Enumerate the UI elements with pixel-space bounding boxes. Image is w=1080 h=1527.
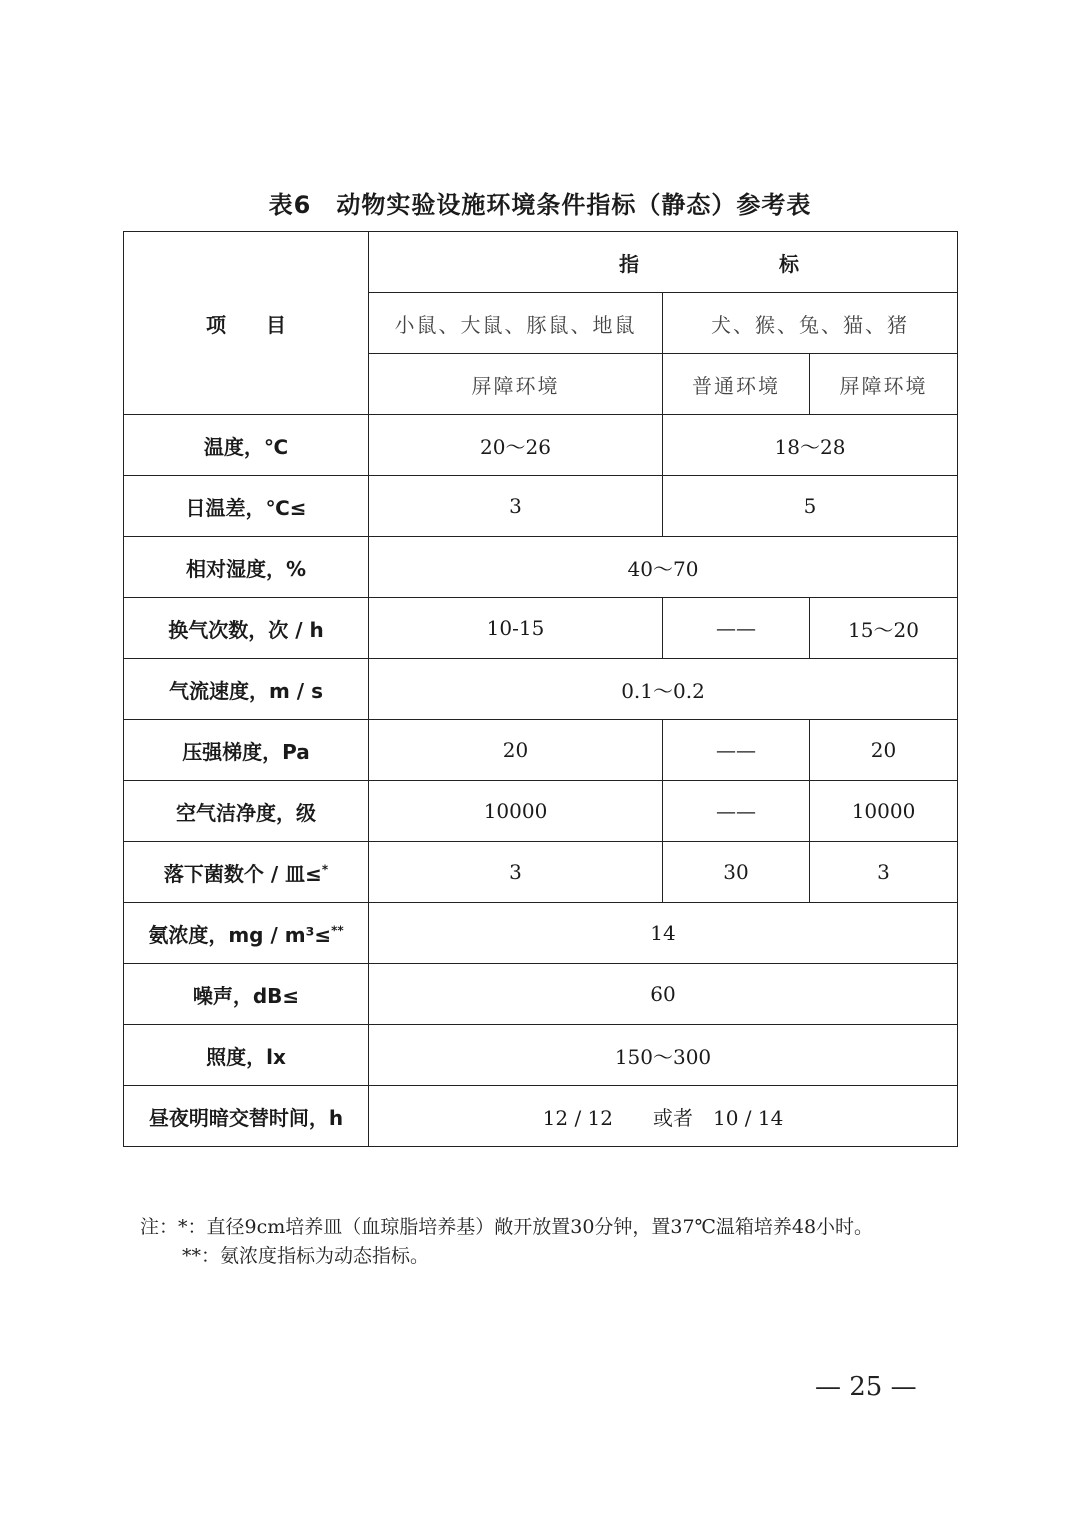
header-item: 项 目 [124,232,369,415]
row-label [124,842,369,903]
header-indicator-left: 指 [619,251,639,276]
row-label [124,476,369,537]
row-label-text: 照度，lx [206,1044,286,1069]
value-all: 0.1～0.2 [369,659,958,720]
row-label [124,1025,369,1086]
header-indicator-right: 标 [779,251,799,276]
value-all: 60 [369,964,958,1025]
value-all: 14 [369,903,958,964]
row-label [124,720,369,781]
table-row [124,598,958,659]
value-small-barrier: 10-15 [369,598,663,659]
value-all: 40～70 [369,537,958,598]
value-large-normal: —— [663,598,810,659]
row-label-text: 温度，℃ [203,434,289,459]
row-label [124,903,369,964]
row-label-text: 换气次数，次 / h [168,617,324,642]
header-indicator [369,232,958,293]
row-label-text: 噪声，dB≤ [192,983,300,1008]
table-row [124,659,958,720]
row-label-text: 相对湿度，% [185,556,307,581]
row-label [124,537,369,598]
header-animals-small: 小鼠、大鼠、豚鼠、地鼠 [369,293,663,354]
row-label [124,1086,369,1147]
row-label [124,659,369,720]
row-label-text: 氨浓度，mg / m³≤ [148,922,332,947]
value-large-normal: —— [663,720,810,781]
table-body [124,415,958,1147]
value-small-barrier: 10000 [369,781,663,842]
value-small-barrier: 3 [369,476,663,537]
row-label [124,598,369,659]
table-row [124,476,958,537]
value-large-normal: —— [663,781,810,842]
table-row [124,537,958,598]
table-row [124,720,958,781]
value-large-barrier: 15～20 [810,598,958,659]
value-small-barrier: 3 [369,842,663,903]
table-row [124,415,958,476]
value-small-barrier: 20 [369,720,663,781]
environment-spec-table [123,231,958,1147]
value-large-barrier: 20 [810,720,958,781]
value-all: 150～300 [369,1025,958,1086]
page-number: — 25 — [815,1372,917,1402]
table-row [124,781,958,842]
header-env-normal: 普通环境 [663,354,810,415]
footnote-1: 注：*：直径9cm培养皿（血琼脂培养基）敞开放置30分钟，置37℃温箱培养48小时。 [140,1216,874,1238]
value-large-barrier: 3 [810,842,958,903]
footnote-marker: * [321,861,329,876]
value-large-all: 18～28 [663,415,958,476]
header-env-barrier-2: 屏障环境 [810,354,958,415]
footnotes [140,1213,873,1271]
row-label-text: 压强梯度，Pa [182,739,310,764]
row-label-text: 空气洁净度，级 [176,800,316,825]
table-row [124,1025,958,1086]
row-label [124,964,369,1025]
value-large-normal: 30 [663,842,810,903]
header-animals-large: 犬、猴、兔、猫、猪 [663,293,958,354]
row-label [124,781,369,842]
row-label-text: 气流速度，m / s [169,678,323,703]
row-label-text: 日温差，℃≤ [185,495,307,520]
value-large-barrier: 10000 [810,781,958,842]
footnote-2: **：氨浓度指标为动态指标。 [182,1245,430,1267]
value-small-barrier: 20～26 [369,415,663,476]
footnote-marker: ** [331,922,344,937]
table-row [124,903,958,964]
row-label-text: 落下菌数个 / 皿≤ [163,861,322,886]
table-title: 表6 动物实验设施环境条件指标（静态）参考表 [268,191,812,219]
table-row [124,842,958,903]
value-large-all: 5 [663,476,958,537]
header-env-barrier-1: 屏障环境 [369,354,663,415]
table-row [124,1086,958,1147]
row-label [124,415,369,476]
row-label-text: 昼夜明暗交替时间，h [148,1105,344,1130]
table-row [124,964,958,1025]
value-all: 12 / 12 或者 10 / 14 [369,1086,958,1147]
